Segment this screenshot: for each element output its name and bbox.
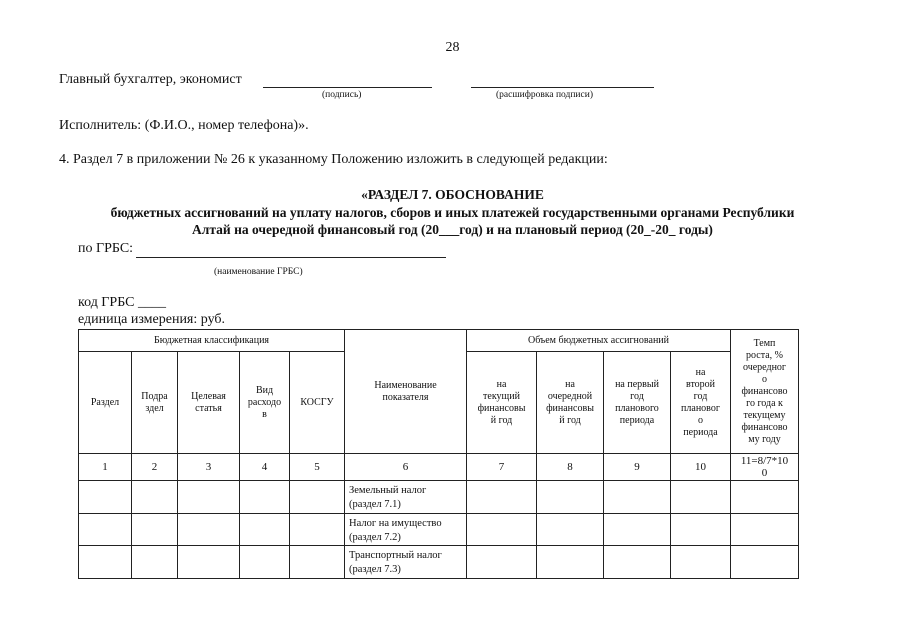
column-number: 8 — [537, 454, 604, 481]
allocation-table — [78, 329, 799, 579]
col-header-next-year: на очередной финансовы й год — [537, 352, 604, 454]
column-numbers-row — [79, 454, 799, 481]
signature-line — [263, 87, 432, 88]
grbs-name-line — [136, 257, 446, 258]
column-number: 9 — [604, 454, 671, 481]
col-header-expense-type: Вид расходо в — [240, 352, 290, 454]
indicator-land-tax: Земельный налог (раздел 7.1) — [345, 481, 467, 514]
grbs-label: по ГРБС: — [78, 241, 134, 256]
column-number: 3 — [178, 454, 240, 481]
section-title-line1: «РАЗДЕЛ 7. ОБОСНОВАНИЕ — [361, 187, 544, 202]
column-number: 10 — [671, 454, 731, 481]
table-row — [79, 514, 799, 546]
table-row — [79, 546, 799, 579]
page-number: 28 — [445, 40, 460, 55]
col-header-current-year: на текущий финансовы й год — [467, 352, 537, 454]
col-header-section: Раздел — [79, 352, 132, 454]
column-number: 5 — [290, 454, 345, 481]
group-header-budget-classification: Бюджетная классификация — [79, 330, 345, 352]
grbs-code: код ГРБС ____ — [78, 295, 166, 310]
signature-decoding-line — [471, 87, 654, 88]
instruction-text: 4. Раздел 7 в приложении № 26 к указанному Положению изложить в следующей редакции: — [59, 152, 608, 167]
column-number: 7 — [467, 454, 537, 481]
section-title-line2: бюджетных ассигнований на уплату налогов, сборов и иных платежей государственными органами Республики — [110, 205, 795, 220]
column-number: 2 — [132, 454, 178, 481]
col-header-plan-year-2: на второй год плановог о периода — [671, 352, 731, 454]
col-header-growth-rate: Темп роста, % очередног о финансово го года к текущему финансово му году — [731, 330, 799, 454]
grbs-caption: (наименование ГРБС) — [214, 267, 303, 277]
signature-decoding-caption: (расшифровка подписи) — [496, 90, 593, 100]
col-header-subsection: Подра здел — [132, 352, 178, 454]
col-header-plan-year-1: на первый год планового периода — [604, 352, 671, 454]
section-title-line3: Алтай на очередной финансовый год (20___год) и на плановый период (20_-20_ годы) — [192, 222, 713, 237]
col-header-target-article: Целевая статья — [178, 352, 240, 454]
indicator-transport-tax: Транспортный налог (раздел 7.3) — [345, 546, 467, 579]
col-header-kosgu: КОСГУ — [290, 352, 345, 454]
chief-accountant-label: Главный бухгалтер, экономист — [59, 72, 242, 87]
group-header-allocation-volume: Объем бюджетных ассигнований — [467, 330, 731, 352]
column-number: 1 — [79, 454, 132, 481]
table-row — [79, 481, 799, 514]
indicator-property-tax: Налог на имущество (раздел 7.2) — [345, 514, 467, 546]
growth-formula: 11=8/7*10 0 — [731, 454, 799, 481]
unit-label: единица измерения: руб. — [78, 312, 226, 327]
column-number: 4 — [240, 454, 290, 481]
signature-caption: (подпись) — [322, 90, 362, 100]
column-number: 6 — [345, 454, 467, 481]
executor-line: Исполнитель: (Ф.И.О., номер телефона)». — [59, 118, 309, 133]
col-header-indicator: Наименование показателя — [345, 330, 467, 454]
